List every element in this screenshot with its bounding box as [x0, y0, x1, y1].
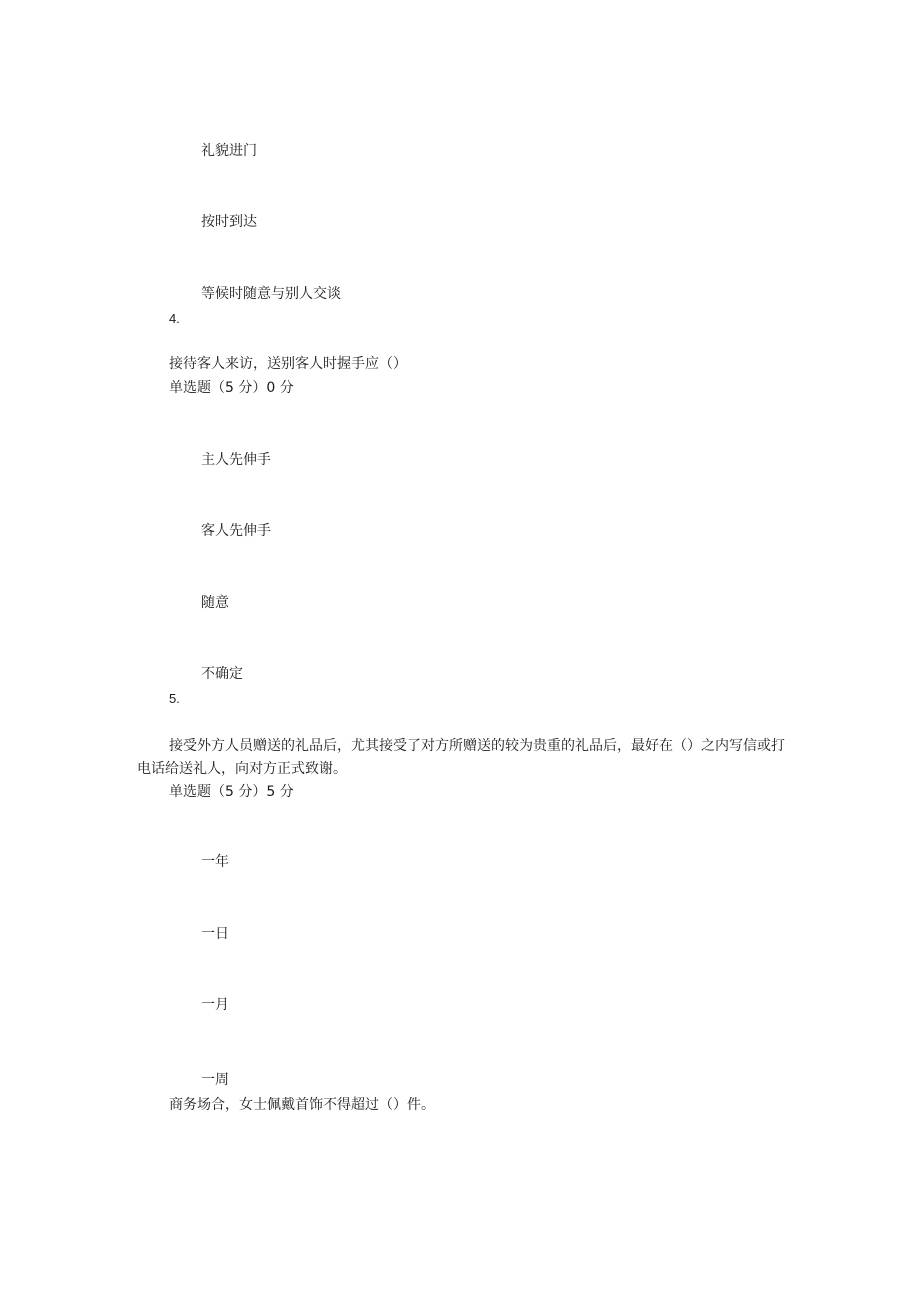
- q3-option-1[interactable]: 礼貌进门: [201, 143, 257, 159]
- q5-option-1[interactable]: 一年: [201, 854, 229, 870]
- q4-number: 4.: [169, 311, 180, 326]
- q3-option-3[interactable]: 等候时随意与别人交谈: [201, 286, 341, 302]
- q5-option-3[interactable]: 一月: [201, 997, 229, 1013]
- q4-option-1[interactable]: 主人先伸手: [201, 452, 271, 468]
- q4-option-3[interactable]: 随意: [201, 595, 229, 611]
- q5-number: 5.: [169, 691, 180, 706]
- q4-stem: 接待客人来访，送别客人时握手应（）: [169, 356, 407, 372]
- q4-option-4[interactable]: 不确定: [201, 666, 243, 682]
- q4-option-2[interactable]: 客人先伸手: [201, 523, 271, 539]
- q5-stem: 接受外方人员赠送的礼品后，尤其接受了对方所赠送的较为贵重的礼品后，最好在（）之内写信或打电话给送礼人，向对方正式致谢。: [137, 738, 785, 777]
- q6-stem: 商务场合，女士佩戴首饰不得超过（）件。: [169, 1097, 435, 1113]
- q5-meta: 单选题（5 分）5 分: [169, 784, 294, 800]
- q5-option-4[interactable]: 一周: [201, 1072, 229, 1088]
- q4-meta: 单选题（5 分）0 分: [169, 380, 294, 396]
- q3-option-2[interactable]: 按时到达: [201, 214, 257, 230]
- q5-option-2[interactable]: 一日: [201, 926, 229, 942]
